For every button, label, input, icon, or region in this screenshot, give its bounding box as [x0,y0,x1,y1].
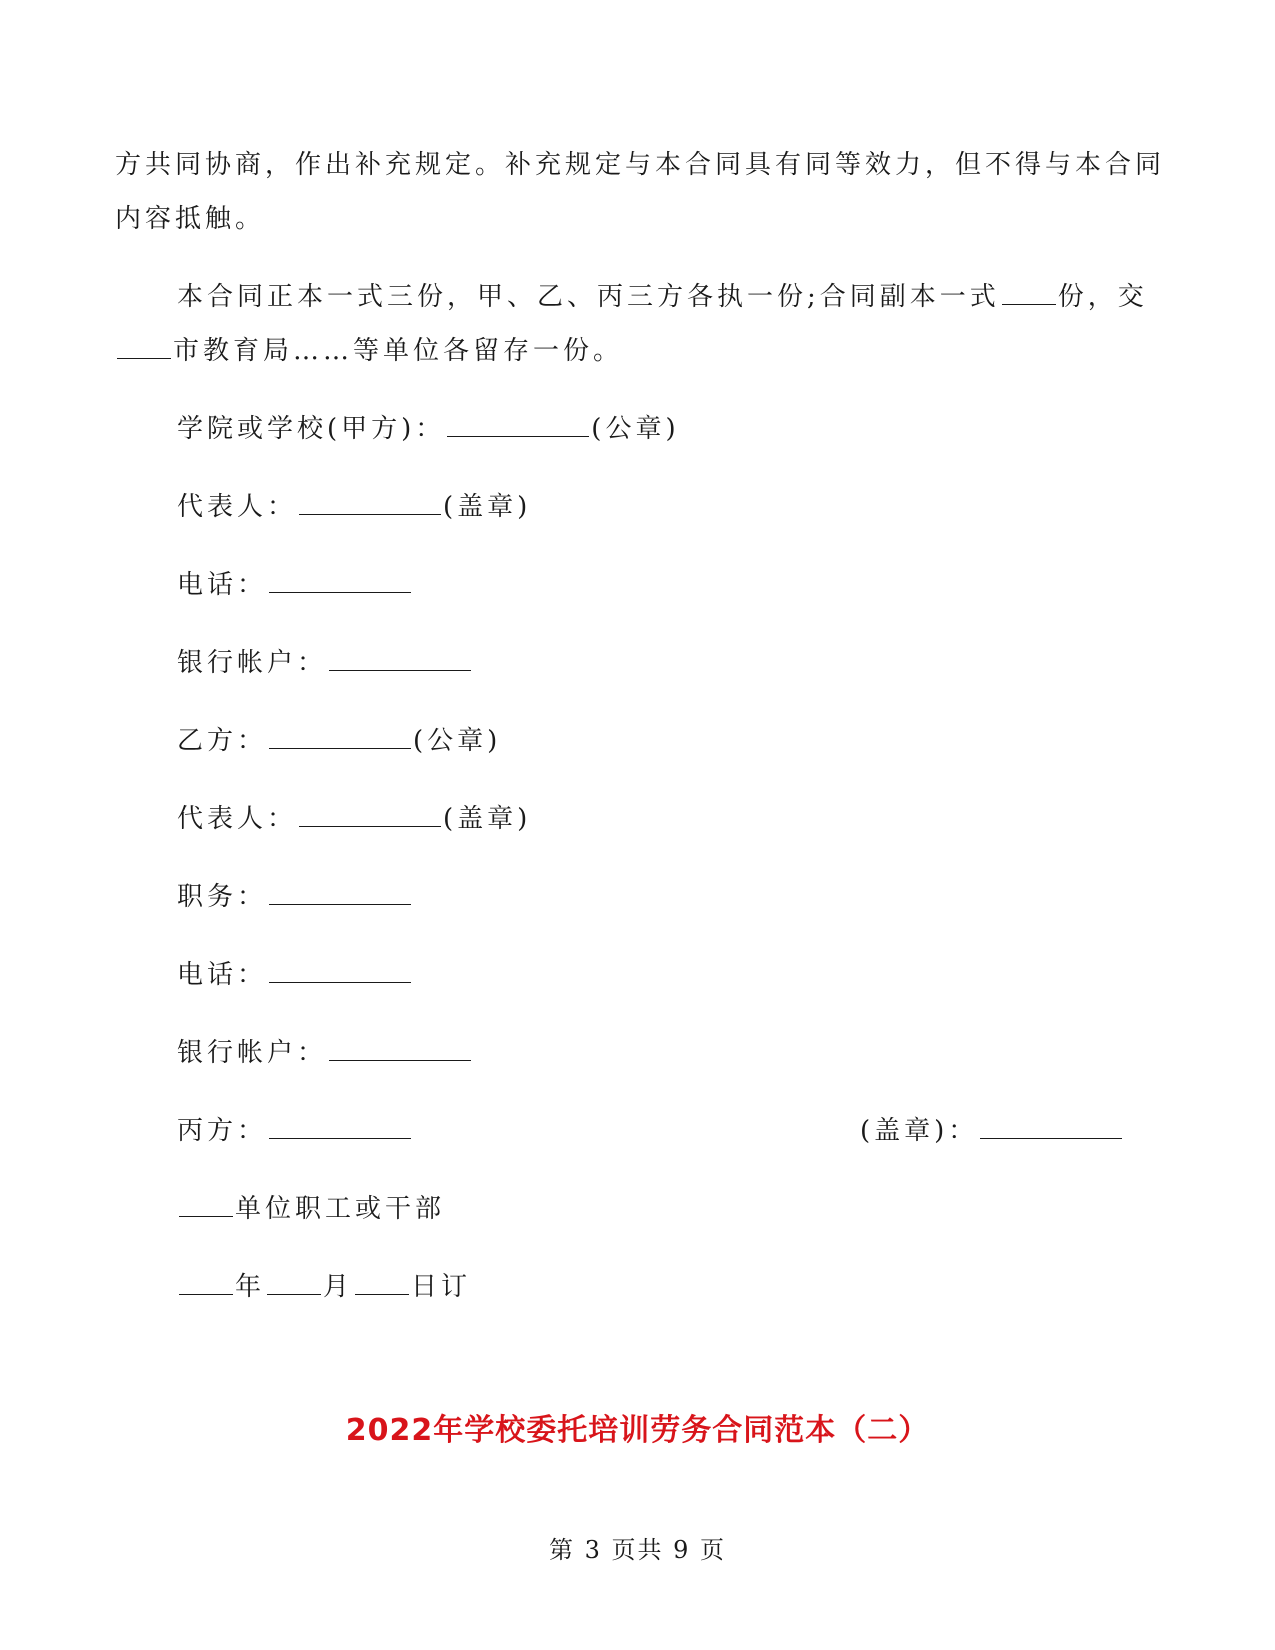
party-b-rep-line [177,802,531,836]
year-blank [179,1270,233,1295]
party-b-blank [269,724,411,749]
phone-blank [269,958,411,983]
party-a-line [177,412,680,446]
year-label: 年 [235,1272,266,1302]
position-label: 职务： [177,882,268,912]
city-blank [117,334,171,359]
party-a-blank [447,412,589,437]
party-a-rep-line [177,490,531,524]
rep-seal: (盖章) [443,804,532,834]
bank-blank [329,646,471,671]
party-c-seal-group [860,1114,1124,1148]
body-text: 市教育局……等单位各留存一份。 [173,336,624,366]
rep-label: 代表人： [177,804,298,834]
party-c-seal-label: (盖章)： [860,1116,979,1146]
party-b-bank-line [177,1036,473,1070]
unit-blank [179,1192,233,1217]
party-b-phone-line [177,958,413,992]
date-line [177,1270,471,1304]
party-c-unit-line [177,1192,445,1226]
phone-blank [269,568,411,593]
party-a-seal: (公章) [591,414,680,444]
party-c-line [177,1114,413,1148]
party-b-position-line [177,880,413,914]
phone-label: 电话： [177,960,268,990]
day-label: 日订 [411,1272,472,1302]
paragraph-line [115,148,1165,182]
body-text: 方共同协商，作出补充规定。补充规定与本合同具有同等效力，但不得与本合同 [115,150,1166,180]
bank-label: 银行帐户： [177,648,328,678]
month-blank [267,1270,321,1295]
copies-blank [1002,280,1056,305]
position-blank [269,880,411,905]
rep-label: 代表人： [177,492,298,522]
party-c-label: 丙方： [177,1116,268,1146]
party-b-label: 乙方： [177,726,268,756]
body-text: 本合同正本一式三份，甲、乙、丙三方各执一份;合同副本一式 [177,282,1000,312]
rep-seal: (盖章) [443,492,532,522]
page-footer: 第 3 页共 9 页 [548,1536,727,1564]
party-a-label: 学院或学校(甲方)： [177,414,446,444]
unit-text: 单位职工或干部 [235,1194,446,1224]
rep-blank [299,802,441,827]
party-a-bank-line [177,646,473,680]
body-text: 内容抵触。 [115,204,266,234]
body-text: 份，交 [1057,282,1148,312]
party-b-seal: (公章) [413,726,502,756]
party-b-line [177,724,501,758]
party-c-blank [269,1114,411,1139]
rep-blank [299,490,441,515]
paragraph-line [115,202,265,236]
paragraph-line [115,334,623,368]
bank-blank [329,1036,471,1061]
paragraph-line [177,280,1148,314]
month-label: 月 [323,1272,354,1302]
phone-label: 电话： [177,570,268,600]
day-blank [355,1270,409,1295]
bank-label: 银行帐户： [177,1038,328,1068]
party-a-phone-line [177,568,413,602]
party-c-seal-blank [980,1114,1122,1139]
section-title: 2022年学校委托培训劳务合同范本（二） [345,1413,930,1448]
